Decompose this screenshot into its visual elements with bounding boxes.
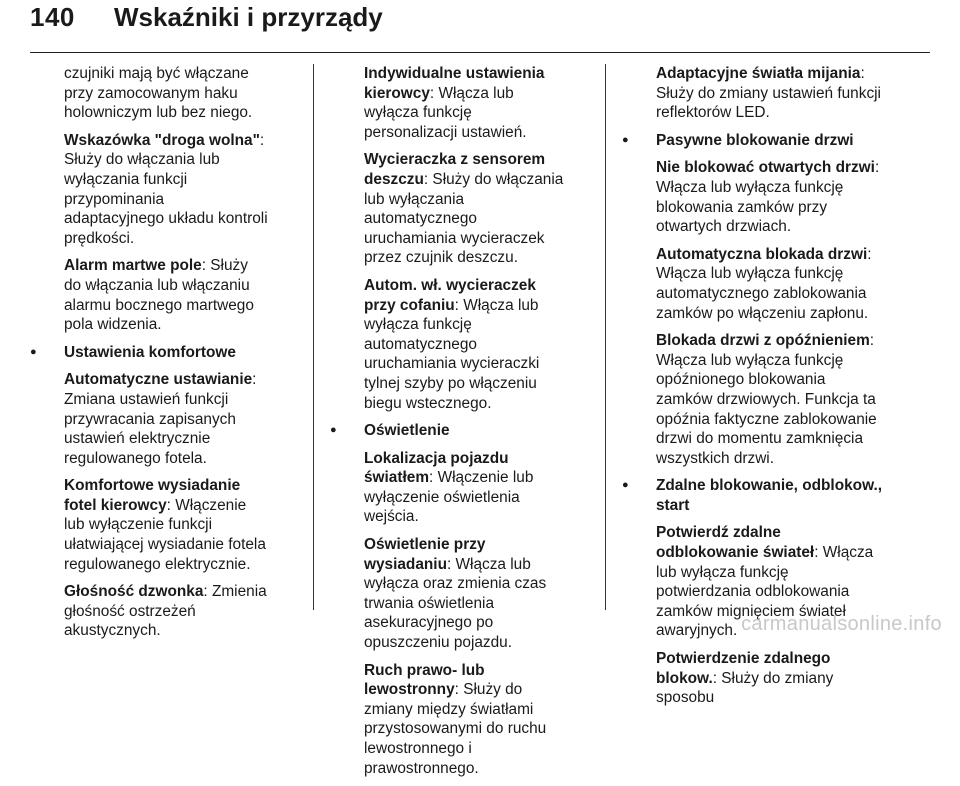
- setting-term: Adaptacyjne światła mijania: [656, 65, 861, 82]
- section-bullet: ● Ustawienia komfortowe: [30, 343, 268, 363]
- section-bullet: ● Oświetlenie: [330, 421, 568, 441]
- setting-term: Potwierdź zdalne odblokowanie świateł: [656, 524, 815, 562]
- setting-entry: [30, 582, 268, 641]
- setting-description: : Włączenie lub wyłączenie oświetlenia wejścia.: [364, 469, 534, 526]
- column-1: [30, 64, 268, 649]
- setting-description: : Włącza lub wyłącza funkcję personalizacji ustawień.: [364, 84, 527, 141]
- setting-entry: [30, 131, 268, 249]
- setting-description: : Służy do włączania lub wyłączania automatycznego uruchamiania wycieraczek przez czujnik deszczu.: [364, 170, 564, 267]
- column-2: [330, 64, 568, 786]
- setting-term: Ruch prawo- lub lewostronny: [364, 661, 485, 699]
- column-divider: [605, 64, 606, 610]
- setting-description: : Służy do włączania lub włączaniu alarmu bocznego martwego pola widzenia.: [64, 257, 254, 334]
- setting-term: Wskazówka "droga wolna": [64, 131, 260, 149]
- section-bullet: ● Zdalne blokowanie, odblokow., start: [622, 476, 886, 515]
- setting-description: : Włącza lub wyłącza funkcję potwierdzania odblokowania zamków mignięciem świateł awaryjnych.: [656, 544, 874, 640]
- setting-entry: [330, 661, 568, 779]
- setting-term: Blokada drzwi z opóźnieniem: [656, 332, 870, 350]
- setting-term: Alarm martwe pole: [64, 257, 202, 275]
- setting-term: Wycieraczka z sensorem deszczu: [364, 151, 546, 188]
- column-divider: [313, 64, 314, 610]
- page-title: Wskaźniki i przyrządy: [114, 2, 383, 32]
- setting-description: : Służy do zmiany sposobu: [656, 669, 834, 707]
- setting-term: Lokalizacja pojazdu światłem: [364, 449, 509, 487]
- setting-term: Automatyczna blokada drzwi: [656, 245, 868, 263]
- setting-description: : Służy do włączania lub wyłączania funkcji przypominania adaptacyjnego układu kontroli prędkości.: [64, 131, 268, 247]
- setting-term: Nie blokować otwartych drzwi: [656, 159, 875, 177]
- setting-description: : Włączenie lub wyłączenie funkcji ułatwiającej wysiadanie fotela regulowanego elektrycznie.: [64, 496, 266, 573]
- setting-description: : Włącza lub wyłącza funkcję blokowania zamków przy otwartych drzwiach.: [656, 159, 880, 236]
- paragraph: czujniki mają być włączane przy zamocowanym haku holowniczym lub bez niego.: [64, 65, 253, 122]
- setting-entry: [622, 245, 886, 323]
- setting-entry: [622, 649, 886, 708]
- page-header: [30, 0, 930, 53]
- setting-description: : Włącza lub wyłącza oraz zmienia czas trwania oświetlenia asekuracyjnego po opuszczeniu pojazdu.: [364, 555, 547, 652]
- setting-description: : Włącza lub wyłącza funkcję automatycznego zablokowania zamków po włączeniu zapłonu.: [656, 245, 872, 322]
- setting-description: : Służy do zmiany między światłami przystosowanymi do ruchu lewostronnego i prawostronnego.: [364, 681, 547, 777]
- setting-term: Głośność dzwonka: [64, 583, 204, 601]
- setting-entry: [330, 64, 568, 142]
- section-bullet: ● Pasywne blokowanie drzwi: [622, 131, 886, 151]
- setting-entry: [30, 476, 268, 574]
- watermark: carmanualsonline.info: [741, 613, 942, 635]
- setting-entry: [330, 535, 568, 653]
- setting-term: Automatyczne ustawianie: [64, 371, 253, 389]
- setting-term: Potwierdzenie zdalnego blokow.: [656, 650, 831, 687]
- setting-entry: [330, 276, 568, 413]
- setting-description: : Służy do zmiany ustawień funkcji reflektorów LED.: [656, 65, 881, 122]
- setting-entry: [330, 449, 568, 527]
- setting-term: Indywidualne ustawienia kierowcy: [364, 65, 545, 102]
- setting-entry: [622, 331, 886, 468]
- setting-entry: [30, 370, 268, 468]
- setting-term: Komfortowe wysiadanie fotel kierowcy: [64, 477, 241, 514]
- setting-description: : Zmiana ustawień funkcji przywracania zapisanych ustawień elektrycznie regulowanego fotela.: [64, 371, 257, 467]
- setting-description: : Włącza lub wyłącza funkcję opóźnionego blokowania zamków drzwiowych. Funkcja ta opóźnia faktyczne zablokowanie drzwi do momentu zamknięcia wszystkich drzwi.: [656, 332, 877, 467]
- setting-entry: [30, 256, 268, 334]
- setting-entry: [330, 150, 568, 268]
- page-number: 140: [30, 2, 75, 32]
- setting-term: Autom. wł. wycieraczek przy cofaniu: [364, 276, 536, 314]
- setting-term: Oświetlenie przy wysiadaniu: [364, 536, 486, 573]
- setting-description: : Zmienia głośność ostrzeżeń akustycznych.: [64, 583, 267, 640]
- setting-entry: [622, 64, 886, 123]
- setting-description: : Włącza lub wyłącza funkcję automatycznego uruchamiania wycieraczki tylnej szyby po włączeniu biegu wstecznego.: [364, 296, 540, 412]
- setting-entry: [622, 158, 886, 236]
